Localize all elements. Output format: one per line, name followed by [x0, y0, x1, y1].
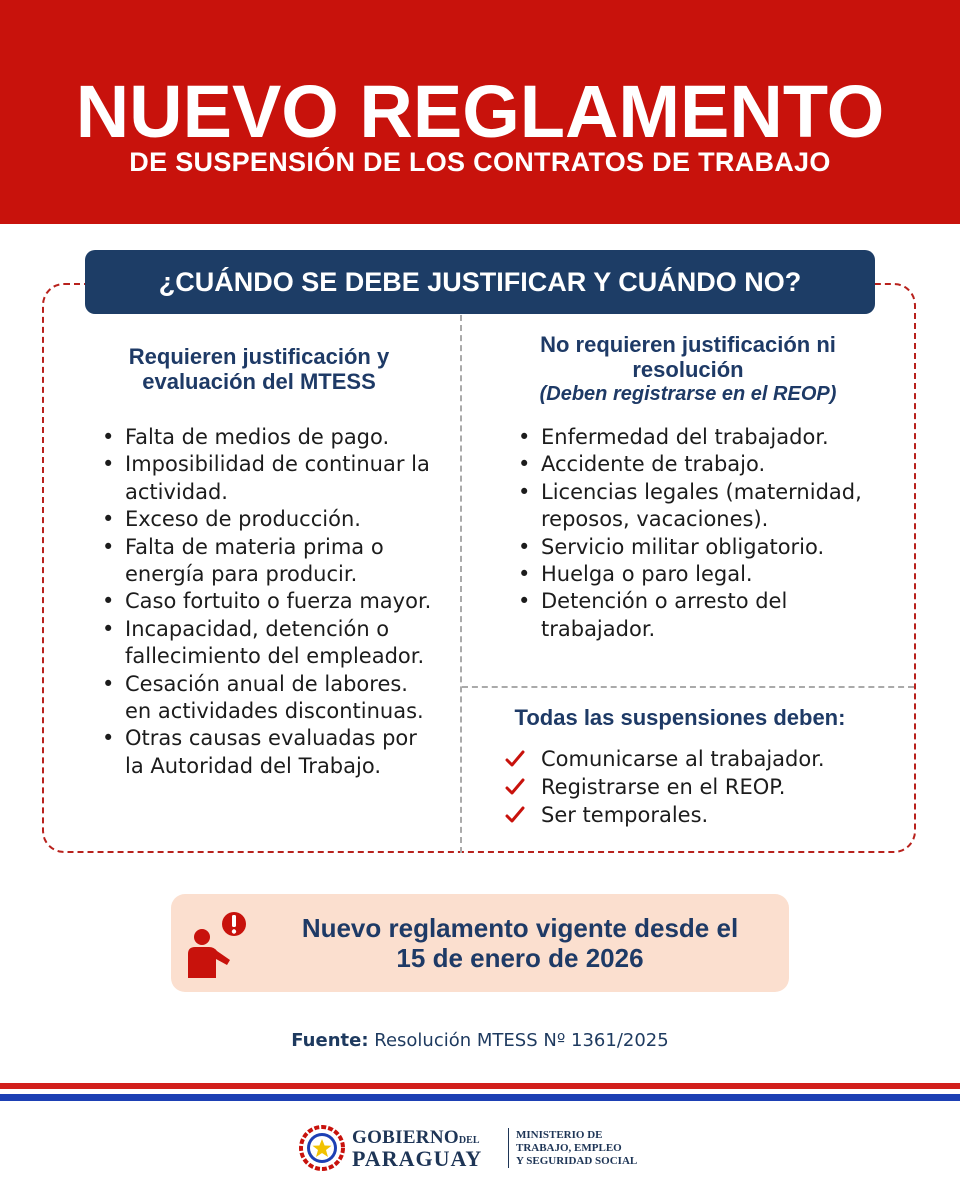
left-column-title-line2: evaluación del MTESS: [142, 369, 376, 394]
list-item: • Detención o arresto del trabajador.: [516, 588, 876, 643]
list-item: • Otras causas evaluadas por la Autoridad del Trabajo.: [100, 725, 440, 780]
list-item: • Incapacidad, detención o fallecimiento del empleador.: [100, 616, 440, 671]
source-citation: [0, 1029, 960, 1053]
source-label: Fuente:: [291, 1030, 369, 1051]
question-heading: ¿CUÁNDO SE DEBE JUSTIFICAR Y CUÁNDO NO?: [85, 250, 875, 314]
all-suspensions-title: Todas las suspensiones deben:: [514, 705, 846, 730]
flag-stripe-blue: [0, 1094, 960, 1101]
page-title: NUEVO REGLAMENTO: [75, 70, 885, 153]
all-suspensions-list: [505, 745, 825, 829]
list-item: [505, 745, 825, 773]
right-column-note: (Deben registrarse en el REOP): [539, 383, 837, 405]
government-name-line2: PARAGUAY: [352, 1146, 483, 1171]
column-divider: [460, 315, 462, 853]
list-item: • Imposibilidad de continuar la actividad.: [100, 451, 440, 506]
government-seal-icon: [298, 1124, 346, 1172]
ministry-line2: TRABAJO, EMPLEO: [516, 1142, 622, 1154]
gob-word: GOBIERNO: [352, 1127, 459, 1148]
effective-date-text: [255, 913, 785, 973]
right-column-title-line2: resolución: [632, 357, 744, 382]
right-column-title: [478, 332, 898, 407]
list-item: • Exceso de producción.: [100, 506, 440, 533]
list-item: [505, 773, 825, 801]
list-item: [505, 801, 825, 829]
list-item: • Caso fortuito o fuerza mayor.: [100, 588, 440, 615]
list-item: • Huelga o paro legal.: [516, 561, 876, 588]
banner-line2: 15 de enero de 2026: [396, 943, 644, 973]
left-column-list: [100, 424, 440, 780]
source-text: Resolución MTESS Nº 1361/2025: [374, 1030, 669, 1051]
check-icon: [505, 749, 525, 769]
list-item: • Falta de materia prima o energía para producir.: [100, 534, 440, 589]
list-item: • Cesación anual de labores. en actividades discontinuas.: [100, 671, 440, 726]
gob-del: DEL: [458, 1135, 480, 1146]
list-item: • Accidente de trabajo.: [516, 451, 876, 478]
ministry-name: [516, 1129, 637, 1168]
list-item: • Licencias legales (maternidad, reposos, vacaciones).: [516, 479, 876, 534]
page-subtitle: DE SUSPENSIÓN DE LOS CONTRATOS DE TRABAJO: [129, 147, 831, 177]
left-column-title: [88, 344, 430, 394]
right-column-list: [516, 424, 876, 643]
ministry-line1: MINISTERIO DE: [516, 1129, 603, 1141]
header-banner: [0, 0, 960, 224]
left-column-title-line1: Requieren justificación y: [128, 344, 390, 369]
list-item: • Servicio militar obligatorio.: [516, 534, 876, 561]
footer-divider: [508, 1128, 509, 1168]
list-item: • Falta de medios de pago.: [100, 424, 440, 451]
check-item-label: Ser temporales.: [541, 803, 709, 827]
check-icon: [505, 805, 525, 825]
section-divider: [462, 686, 914, 688]
list-item: • Enfermedad del trabajador.: [516, 424, 876, 451]
banner-line1: Nuevo reglamento vigente desde el: [301, 913, 739, 943]
check-item-label: Comunicarse al trabajador.: [541, 747, 825, 771]
person-alert-icon: [178, 910, 248, 980]
check-icon: [505, 777, 525, 797]
ministry-line3: Y SEGURIDAD SOCIAL: [516, 1155, 638, 1167]
check-item-label: Registrarse en el REOP.: [541, 775, 786, 799]
right-column-title-line1: No requieren justificación ni: [540, 332, 836, 357]
